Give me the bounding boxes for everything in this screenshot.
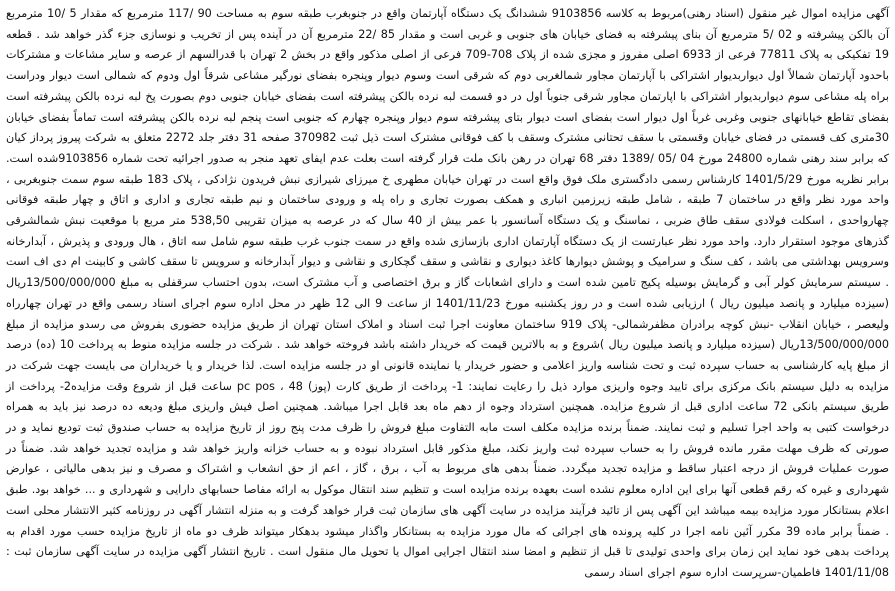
auction-notice: [6, 4, 889, 584]
notice-body-text: آگهی مزایده اموال غیر منقول (اسناد رهنی)مربوط به کلاسه 9103856 ششدانگ یک دستگاه آپارتمان واقع در جنوبغرب طبقه سوم به مساحت 90 /117 مترمربع که مقدار 5 /10 مترمربع آن بالکن پیشرفته و 02 /5 مترمربع آن بنای پیشرفته به فضای خیابان های جنوبی و غربی است و مقدار 85 /22 مترمربع آن در آینده پس از تخریب و نوسازی جزء گذر خواهد شد . قطعه 19 تفکیکی به پلاک 77811 فرعی از 6933 اصلی مفروز و مجزی شده از پلاک 708-709 فرعی از اصلی مذکور واقع در بخش 2 تهران با قدرالسهم از عرصه و سایر مشاعات و مشترکات باحدود آپارتمان شمالاً اول دیواربدیوار اشتراکی با آپارتمان مجاور شمالغربی دوم که شرقی است وسوم دیوار وپنجره بفضای نورگیر مشاعی شرقاً اول ودوم که شمالی است دیوار ودراست براه پله مشاعی سوم دیواربدیوار اشتراکی با اپارتمان مجاور شرقی جنوباً اول در دو قسمت لبه نرده بالکن پیشرفته است بفضای خیابان جنوبی دوم بصورت پخ لبه نرده بالکن پیشرفته است بفضای تقاطع خیابانهای جنوبی وغربی غرباً اول دیوار است بفضای است دیوار بتای پیشرفته سوم دیوار وپنجره چهارم که جنوبی است پنجم لبه نرده بالکن پیشرفته است تماماً بفضای خیابان 30متری کف قسمتی در فضای خیابان وقسمتی با سقف تحتانی مشترک وسقف با کف فوقانی مشترک است ذیل ثبت 370982 صفحه 31 دفتر جلد 2272 متعلق به شرکت پیروز پرداز کیان که برابر سند رهنی شماره 24800 مورخ 04 /05 /1389 دفتر 68 تهران در رهن بانک ملت قرار گرفته است بعلت عدم ایفای تعهد منجر به صدور اجرائیه تحت شماره 9103856شده است. برابر نظریه مورخ 1401/5/29 کارشناس رسمی دادگستری ملک فوق واقع است در تهران خیابان مطهری خ میرزای شیرازی نبش فریدون نژادکی ، پلاک 183 طبقه سوم سمت جنوبغربی ، واحد مورد نظر واقع در ساختمان 7 طبقه ، شامل طبقه زیرزمین انباری و همکف بصورت تجاری و راه پله و ورودی ساختمان و نیم طبقه تجاری و اداری و اتاق و چهار طبقه فوقانی چهارواحدی ، اسکلت فولادی سقف طاق ضربی ، نماسنگ و یک دستگاه آسانسور با عمر بیش از 40 سال که در عرصه به میزان تقریبی 538,50 متر مربع با موقعیت نبش شمالشرقی گذرهای موجود استقرار دارد. واحد مورد نظر عبارتست از یک دستگاه آپارتمان اداری بازسازی شده واقع در سمت جنوب غرب طبقه سوم شامل سه اتاق ، هال ورودی و پذیرش ، آبدارخانه وسرویس بهداشتی می باشد ، کف سنگ و سرامیک و پوشش دیوارها کاغذ دیواری و نقاشی و سقف گچکاری و نقاشی و دیوار آبدارخانه و سرویس تا سقف کاشی و کابینت ام دی اف است . سیستم سرمایش کولر آبی و گرمایش بوسیله پکیج تامین شده است و دارای اشعابات گاز و برق اختصاصی و آب مشترک است، بدون احتساب سرقفلی به مبلغ 13/500/000/000ریال (سیزده میلیارد و پانصد میلیون ریال ) ارزیابی شده است و در روز یکشنبه مورخ 1401/11/23 از ساعت 9 الی 12 ظهر در محل اداره سوم اجرای اسناد رسمی واقع در تهران چهارراه ولیعصر ، خیابان انقلاب -نبش کوچه برادران مظفرشمالی- پلاک 919 ساختمان معاونت اجرا ثبت اسناد و املاک استان تهران از طریق مزایده حضوری بفروش می رسدو مزایده از مبلغ 13/500/000/000ریال (سیزده میلیارد و پانصد میلیون ریال )شروع و به بالاترین قیمت که خریدار داشته باشد فروخته خواهد شد . شرکت در جلسه مزایده منوط به پرداخت 10 (ده) درصد از مبلغ پایه کارشناسی به حساب سپرده ثبت و تحت شناسه واریز اعلامی و حضور خریدار یا نماینده قانونی او در جلسه مزایده است. لذا خریدار و یا خریداران می بایست جهت شرکت در مزایده به دلیل سیستم بانک مرکزی برای تایید وجوه واریزی موارد ذیل را رعایت نمایند: 1- پرداخت از طریق کارت (پوز) pc pos ، 48 ساعت قبل از شروع وقت مزایده2- پرداخت از طریق سیستم بانکی 72 ساعت اداری قبل از شروع مزایده. همچنین استرداد وجوه از دهم ماه بعد قابل اجرا میباشد. همچنین اصل فیش واریزی مبلغ ودیعه ده درصد نیز باید به همراه درخواست کتبی به واحد اجرا تسلیم و ثبت نمایند. ضمناً برنده مزایده مکلف است مابه التفاوت مبلغ فروش را ظرف مدت پنج روز از تاریخ مزایده به حساب صندوق ثبت تودیع نماید و در صورتی که ظرف مهلت مقرر مانده فروش را به حساب سپرده ثبت واریز نکند، مبلغ مذکور قابل استرداد نبوده و به حساب خزانه واریز خواهد شد و مزایده تجدید خواهد شد. ضمناً در صورت عملیات فروش از درجه اعتبار ساقط و مزایده تجدید میگردد. ضمناً بدهی های مربوط به آب ، برق ، گاز ، اعم از حق انشعاب و اشتراک و مصرف و نیز بدهی مالیاتی ، عوارض شهرداری و غیره که رقم قطعی آنها برای این اداره معلوم نشده است بعهده برنده مزایده است و تنظیم سند انتقال موکول به ارائه مفاصا حسابهای دارایی و شهرداری و ... خواهد بود. طبق اعلام بستانکار مورد مزایده بیمه میباشد این آگهی پس از تائید فرآیند مزایده در سایت آگهی های سازمان ثبت قرار خواهد گرفت و به منزله انتشار آگهی در روزنامه کثیر الانتشار محلی است . ضمناً برابر ماده 39 مکرر آئین نامه اجرا در کلیه پرونده های اجرائی که مال مورد مزایده به بستانکار واگذار میشود بدهکار میتواند ظرف دو ماه از تاریخ مزایده حسب مورد اقدام به پرداخت بدهی خود نماید این زمان برای واحدی تولیدی تا قبل از تنظیم و امضا سند انتقال اجرایی اموال یا تحویل مال منقول است . تاریخ انتشار آگهی مزایده در سایت آگهی سازمان ثبت : 1401/11/08 فاطمیان-سرپرست اداره سوم اجرای اسناد رسمی: [6, 7, 890, 579]
